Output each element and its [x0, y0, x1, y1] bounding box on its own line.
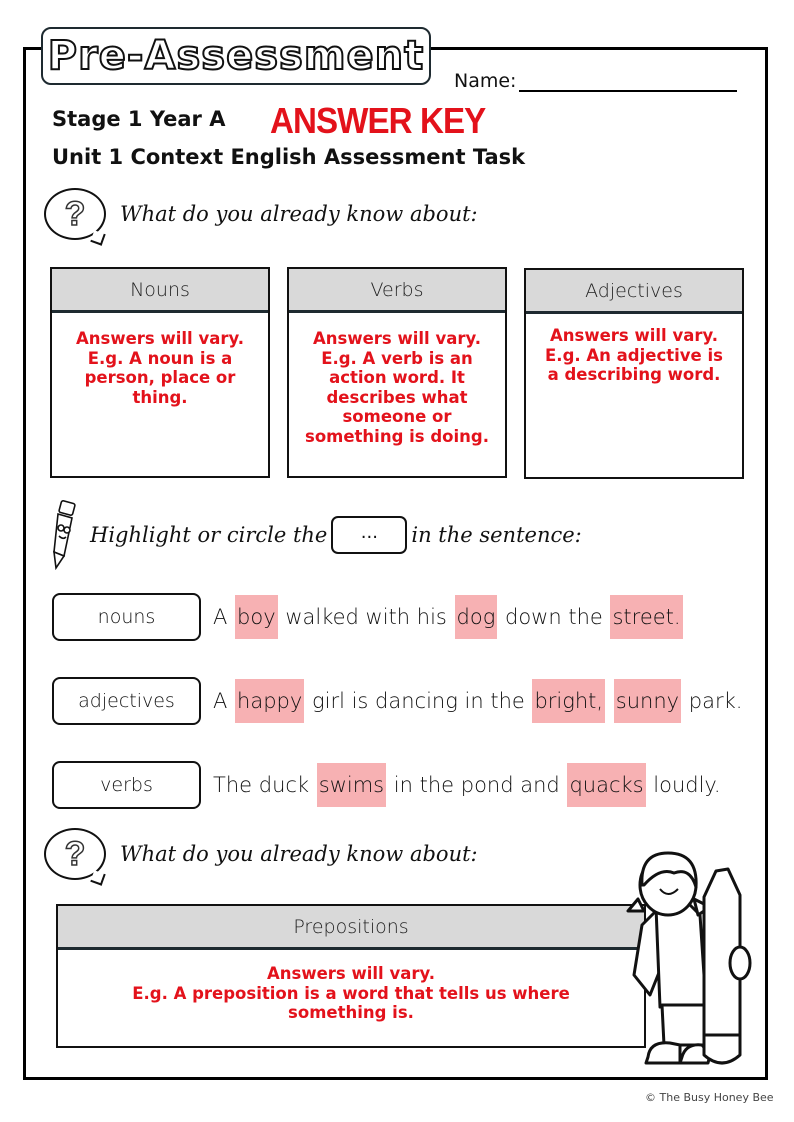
- card-title: Verbs: [289, 269, 505, 313]
- answer-line-2: E.g. A preposition is a word that tells us where something is.: [132, 983, 570, 1022]
- prompt-text: What do you already know about:: [120, 842, 478, 866]
- sentence-text: in the pond and: [387, 773, 567, 797]
- card-prepositions: [56, 904, 646, 1048]
- card-answer: Answers will vary. E.g. A noun is a person, place or thing.: [76, 329, 244, 407]
- prompt-highlight: [50, 500, 582, 570]
- highlighted-word: happy: [235, 679, 304, 723]
- copyright: © The Busy Honey Bee: [645, 1091, 774, 1104]
- sentence-text: The duck: [213, 773, 316, 797]
- tag-adjectives: adjectives: [52, 677, 201, 725]
- card-title: Prepositions: [58, 906, 644, 950]
- highlighted-word: swims: [317, 763, 386, 807]
- question-bubble-icon: ?: [44, 828, 106, 880]
- sentence-text: A: [213, 689, 235, 713]
- prompt-known-2: [44, 828, 478, 880]
- card-answer: [58, 950, 644, 1023]
- prompt-after: in the sentence:: [411, 523, 582, 547]
- sentence-text: [606, 689, 613, 713]
- page-title: Pre-Assessment: [47, 33, 425, 79]
- highlighted-word: bright,: [532, 679, 605, 723]
- sentence-text: down the: [498, 605, 610, 629]
- tag-verbs: verbs: [52, 761, 201, 809]
- sentence-text: A: [213, 605, 235, 629]
- highlighted-word: sunny: [614, 679, 681, 723]
- sentence: [213, 763, 721, 807]
- row-adjectives: [52, 677, 742, 725]
- sentence: [213, 595, 684, 639]
- sentence: [213, 679, 742, 723]
- highlighted-word: quacks: [567, 763, 645, 807]
- card-verbs: [287, 267, 507, 478]
- answer-key-heading: ANSWER KEY: [270, 100, 486, 141]
- name-label: Name:: [454, 70, 517, 92]
- name-field[interactable]: [519, 90, 737, 92]
- row-nouns: [52, 593, 684, 641]
- prompt-before: Highlight or circle the: [90, 523, 328, 547]
- prompt-text: What do you already know about:: [120, 202, 478, 226]
- answer-line-1: Answers will vary.: [267, 964, 435, 983]
- sentence-text: loudly.: [646, 773, 721, 797]
- prompt-known-1: [44, 188, 478, 240]
- question-bubble-icon: ?: [44, 188, 106, 240]
- sentence-text: girl is dancing in the: [305, 689, 532, 713]
- card-nouns: [50, 267, 270, 478]
- card-title: Adjectives: [526, 270, 742, 314]
- row-verbs: [52, 761, 721, 809]
- sentence-text: walked with his: [278, 605, 454, 629]
- sentence-text: park.: [682, 689, 743, 713]
- title-banner: [41, 27, 431, 85]
- card-answer: Answers will vary. E.g. A verb is an action word. It describes what someone or something is doing.: [305, 329, 489, 446]
- girl-with-pencil-illustration: [620, 845, 760, 1075]
- highlighted-word: dog: [455, 595, 498, 639]
- highlighted-word: boy: [235, 595, 278, 639]
- unit-label: Unit 1 Context English Assessment Task: [52, 145, 526, 169]
- card-title: Nouns: [52, 269, 268, 313]
- highlighted-word: street.: [610, 595, 682, 639]
- stage-label: Stage 1 Year A: [52, 107, 226, 131]
- placeholder-box: ...: [331, 516, 407, 554]
- tag-nouns: nouns: [52, 593, 201, 641]
- pencil-icon: [50, 500, 78, 570]
- card-answer: Answers will vary. E.g. An adjective is a describing word.: [545, 326, 723, 384]
- card-adjectives: [524, 268, 744, 479]
